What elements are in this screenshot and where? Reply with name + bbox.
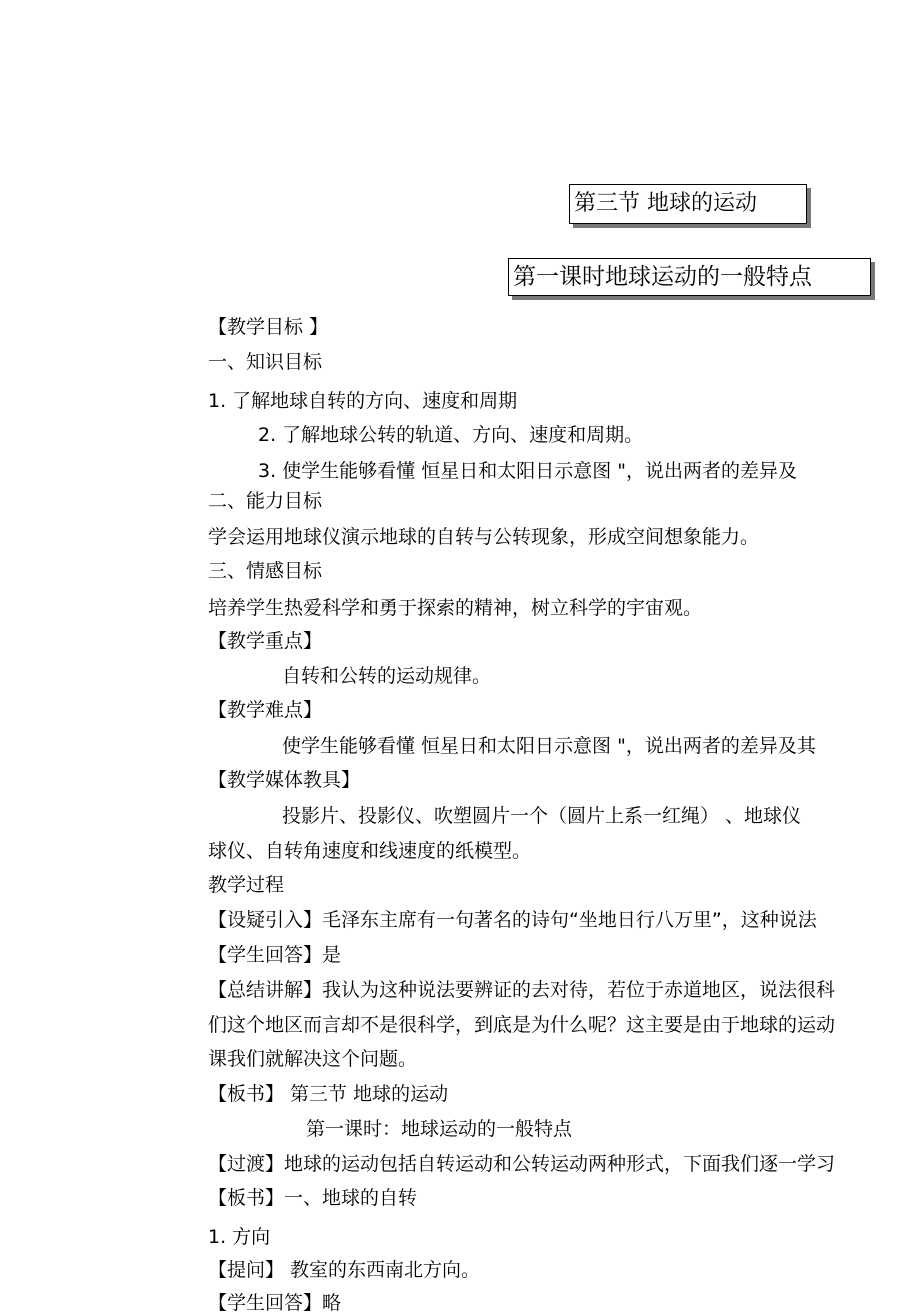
heading-key-points: 【教学重点】	[208, 630, 323, 652]
student-answer-2: 【学生回答】略	[208, 1292, 342, 1314]
board-writing-3: 【板书】一、地球的自转	[208, 1187, 418, 1209]
media-text-line-2: 球仪、自转角速度和线速度的纸模型。	[208, 840, 532, 862]
media-text-line-1: 投影片、投影仪、吹塑圆片一个（圆片上系一红绳） 、地球仪	[282, 805, 802, 827]
emotion-goal-text: 培养学生热爱科学和勇于探索的精神，树立科学的宇宙观。	[208, 597, 703, 619]
intro-question: 【设疑引入】毛泽东主席有一句著名的诗句“坐地日行八万里”，这种说法	[208, 909, 817, 931]
summary-line-1: 【总结讲解】我认为这种说法要辨证的去对待，若位于赤道地区，说法很科	[208, 979, 836, 1001]
heading-emotion-goals: 三、情感目标	[208, 560, 323, 582]
heading-teaching-goals: 【教学目标 】	[208, 316, 329, 338]
key-points-text: 自转和公转的运动规律。	[282, 665, 492, 687]
heading-knowledge-goals: 一、知识目标	[208, 351, 323, 373]
goal-item-3: 3. 使学生能够看懂 恒星日和太阳日示意图 "，说出两者的差异及	[258, 460, 797, 482]
heading-difficulties: 【教学难点】	[208, 699, 323, 721]
transition-text: 【过渡】地球的运动包括自转运动和公转运动两种形式，下面我们逐一学习	[208, 1153, 836, 1175]
heading-ability-goals: 二、能力目标	[208, 490, 323, 512]
question-text: 【提问】 教室的东西南北方向。	[208, 1259, 481, 1281]
difficulties-text: 使学生能够看懂 恒星日和太阳日示意图 "，说出两者的差异及其	[282, 735, 816, 757]
summary-line-2: 们这个地区而言却不是很科学，到底是为什么呢？这主要是由于地球的运动	[208, 1014, 836, 1036]
lesson-title: 第一课时地球运动的一般特点	[508, 258, 871, 296]
subheading-direction: 1. 方向	[208, 1226, 271, 1248]
heading-media: 【教学媒体教具】	[208, 769, 361, 791]
board-writing-2: 第一课时：地球运动的一般特点	[306, 1118, 573, 1140]
section-title: 第三节 地球的运动	[569, 184, 807, 224]
board-writing-1: 【板书】 第三节 地球的运动	[208, 1083, 449, 1105]
goal-item-2: 2. 了解地球公转的轨道、方向、速度和周期。	[258, 424, 644, 446]
goal-item-1: 1. 了解地球自转的方向、速度和周期	[208, 390, 518, 412]
student-answer-1: 【学生回答】是	[208, 944, 342, 966]
heading-process: 教学过程	[208, 874, 285, 896]
ability-goal-text: 学会运用地球仪演示地球的自转与公转现象，形成空间想象能力。	[208, 526, 760, 548]
summary-line-3: 课我们就解决这个问题。	[208, 1048, 418, 1070]
